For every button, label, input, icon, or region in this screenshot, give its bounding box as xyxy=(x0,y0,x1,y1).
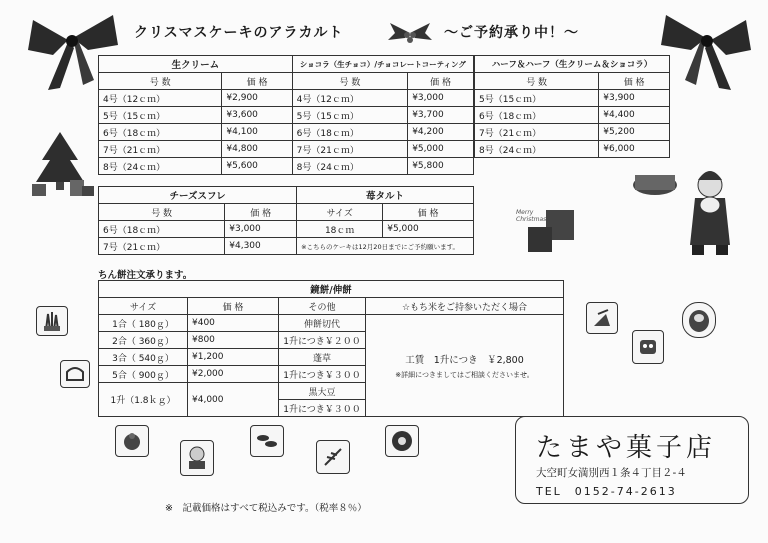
kagamimochi-icon xyxy=(60,360,90,388)
mochi-wage: 工賃 1升につき ￥2,800 xyxy=(405,354,524,366)
cake-price-table xyxy=(98,55,474,175)
page-subtitle: ～ご予約承り中！～ xyxy=(444,25,579,41)
otafuku-icon xyxy=(180,440,214,476)
col-size: 号 数 xyxy=(99,73,222,90)
table-row: 5合（ 900ｇ） ¥2,000 1升につき￥３００ xyxy=(99,366,564,383)
mochi-intro: ちん餅注文承ります。 xyxy=(98,270,193,281)
tart-note: ※こちらのケーキは12月20日までにご予約願います。 xyxy=(297,238,474,255)
shop-name: たまや菓子店 xyxy=(536,433,717,463)
shop-address: 大空町女満別西１条４丁目２-４ xyxy=(536,467,687,479)
table-row: 7号（21ｃｍ） ¥5,200 xyxy=(475,124,670,141)
mochi-title: 鏡餅/伸餅 xyxy=(99,281,564,298)
merry-christmas-gifts xyxy=(516,205,586,255)
page-title: クリスマスケーキのアラカルト xyxy=(134,25,344,41)
mochi-wage-note: ※詳細につきましてはご相談くださいませ。 xyxy=(395,370,534,379)
table-row: 6号（18ｃｍ） ¥4,100 6号（18ｃｍ） ¥4,200 xyxy=(99,124,474,141)
table-row: 8号（24ｃｍ） ¥5,600 8号（24ｃｍ） ¥5,800 xyxy=(99,158,474,175)
santa-with-cake-icon xyxy=(630,160,740,260)
table-row: 4号（12ｃｍ） ¥2,900 4号（12ｃｍ） ¥3,000 xyxy=(99,90,474,107)
table-row: 1升につき￥３００ xyxy=(99,400,564,417)
bamboo-leaf-icon xyxy=(316,440,350,474)
table-row: 1升（1.8ｋｇ） ¥4,000 黒大豆 xyxy=(99,383,564,400)
table-row: 1合（ 180ｇ） ¥400 伸餅切代 工賃 1升につき ￥2,800 ※詳細につきましてはご相談くださいませ。 xyxy=(99,315,564,332)
ribbon-right-icon xyxy=(656,10,751,95)
table-row: 6号（18ｃｍ） ¥4,400 xyxy=(475,107,670,124)
shishimai-icon xyxy=(632,330,664,364)
shop-tel: TEL 0152-74-2613 xyxy=(536,485,677,498)
col-price: 価 格 xyxy=(408,73,474,90)
table-row: 8号（24ｃｍ） ¥6,000 xyxy=(475,141,670,158)
tart-title: 苺タルト xyxy=(297,187,474,204)
souffle-title: チーズスフレ xyxy=(99,187,297,204)
table-row: 3合（ 540ｇ） ¥1,200 蓬草 xyxy=(99,349,564,366)
col-price: 価 格 xyxy=(222,73,292,90)
table-row: 7号（21ｃｍ） ¥4,800 7号（21ｃｍ） ¥5,000 xyxy=(99,141,474,158)
merry-christmas-label: Merry Christmas xyxy=(516,209,547,223)
half-half-table: ハーフ＆ハーフ（生クリーム＆ショコラ） 号 数 価 格 5号（15ｃｍ） ¥3,900 6号（18ｃｍ） ¥4,400 7号（21ｃｍ） ¥5,200 8号（24ｃｍ） ¥6,000 xyxy=(474,55,670,158)
christmas-tree-icon xyxy=(30,130,95,200)
mochi-table: 鏡餅/伸餅 サイズ 価 格 その他 ☆もち米をご持参いただく場合 1合（ 180ｇ） ¥400 伸餅切代 工賃 1升につき ￥2,800 ※詳細につきましてはご相談くださいませ。 2合（ 360ｇ） ¥800 1升につき￥２００ 3合（ 540ｇ） ¥1,200 蓬草 5合（ 900ｇ） ¥2,000 1升につき￥３００ 1升（1.8ｋｇ） ¥4,000 黒大豆 1升につき￥３００ xyxy=(98,280,564,417)
daruma-icon xyxy=(682,302,716,338)
group-chocolat: ショコラ（生チョコ）/チョコレートコーティング xyxy=(292,56,473,73)
group-half-half: ハーフ＆ハーフ（生クリーム＆ショコラ） xyxy=(475,56,670,73)
pine-icon xyxy=(250,425,284,457)
group-fresh-cream: 生クリーム xyxy=(99,56,293,73)
plum-blossom-icon xyxy=(385,425,419,457)
table-row: 5号（15ｃｍ） ¥3,900 xyxy=(475,90,670,107)
table-row: 7号（21ｃｍ） ¥4,300 ※こちらのケーキは12月20日までにご予約願います。 xyxy=(99,238,474,255)
shop-info-box xyxy=(515,416,749,504)
kadomatsu-icon xyxy=(36,306,68,336)
table-row: 5号（15ｃｍ） ¥3,600 5号（15ｃｍ） ¥3,700 xyxy=(99,107,474,124)
table-row: 2合（ 360ｇ） ¥800 1升につき￥２００ xyxy=(99,332,564,349)
table-row: 6号（18ｃｍ） ¥3,000 18ｃｍ ¥5,000 xyxy=(99,221,474,238)
decoration-icon-1 xyxy=(115,425,149,457)
tax-note: ※ 記載価格はすべて税込みです。（税率８％） xyxy=(165,503,367,514)
holly-icon xyxy=(385,18,435,48)
col-size: 号 数 xyxy=(292,73,408,90)
bonsai-icon xyxy=(586,302,618,334)
souffle-tart-table: チーズスフレ 苺タルト 号 数 価 格 サイズ 価 格 6号（18ｃｍ） ¥3,000 18ｃｍ ¥5,000 7号（21ｃｍ） ¥4,300 ※こちらのケーキは12月20日までにご予約願います。 xyxy=(98,186,474,255)
